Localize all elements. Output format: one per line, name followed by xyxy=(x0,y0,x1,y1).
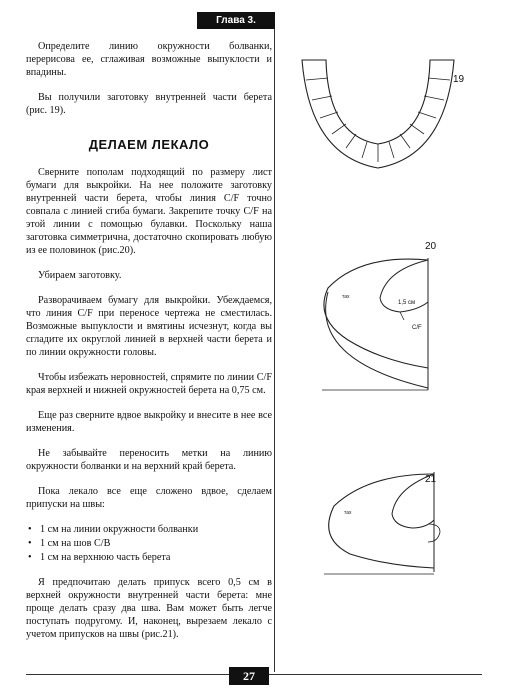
text-column xyxy=(26,40,272,653)
paragraph: Сверните пополам подходящий по размеру лист бумаги для выкройки. На нее положите заготовку внутренней части берета, чтобы линия C/F точно совпала с линией сгиба бумаги. Закрепите точку C/F на этой линии с помощью булавки. Поскольку наша заготовка симметрична, достаточно скопировать любую из ее половинок (рис.20). xyxy=(26,167,272,256)
list-item: • 1 см на линии окружности болванки xyxy=(28,524,199,535)
figure-21-number: 21 xyxy=(425,474,437,485)
figure-20-pattern xyxy=(300,240,450,400)
paragraph: Пока лекало все еще сложено вдвое, сделаем припуски на швы: xyxy=(26,486,272,510)
figure-20-cf-label: C/F xyxy=(412,325,422,331)
paragraph: Чтобы избежать неровностей, спрямите по линии C/F края верхней и нижней окружностей берета на 0,75 см. xyxy=(26,372,272,396)
paragraph: Не забывайте переносить метки на линию окружности болванки и на верхний край берета. xyxy=(26,448,272,472)
svg-text:тах: тах xyxy=(342,294,350,300)
figure-20-measure-label: 1,5 см xyxy=(398,300,416,306)
bullet-icon: • xyxy=(28,538,32,549)
list-item: • 1 см на верхнюю часть берета xyxy=(28,552,171,563)
paragraph: Еще раз сверните вдвое выкройку и внесите в нее все изменения. xyxy=(26,410,272,434)
svg-text:тах: тах xyxy=(344,510,352,516)
bullet-icon: • xyxy=(28,524,32,535)
figure-19-ring-pattern xyxy=(290,38,460,178)
paragraph: Убираем заготовку. xyxy=(38,270,122,281)
page-number: 27 xyxy=(229,667,269,685)
paragraph: Я предпочитаю делать припуск всего 0,5 см в верхней окружности внутренней части берета: мне проще делать сразу два шва. Вам может быть легче поступать подругому. И, наконец, вырезаем лекало с учетом припусков на швы (рис.21). xyxy=(26,577,272,640)
bullet-icon: • xyxy=(28,552,32,563)
figure-20-number: 20 xyxy=(425,241,437,252)
list-item: • 1 см на шов C/B xyxy=(28,538,111,549)
paragraph: Разворачиваем бумагу для выкройки. Убеждаемся, что линия C/F при переносе чертежа не сместилась. Возможные выпуклости и вмятины исчезнут, когда вы сгладите их округлой линией в верхней части берета и по линии окружности головы. xyxy=(26,295,272,358)
column-divider xyxy=(274,29,275,672)
paragraph: Определите линию окружности болванки, перерисова ее, сглаживая возможные выпуклости и впадины. xyxy=(26,41,272,78)
seam-allowance-list xyxy=(26,523,272,564)
section-heading: ДЕЛАЕМ ЛЕКАЛО xyxy=(88,137,210,152)
paragraph: Вы получили заготовку внутренней части берета (рис. 19). xyxy=(26,92,272,116)
chapter-header: Глава 3. Береты xyxy=(197,12,275,29)
figure-19-number: 19 xyxy=(453,74,465,85)
